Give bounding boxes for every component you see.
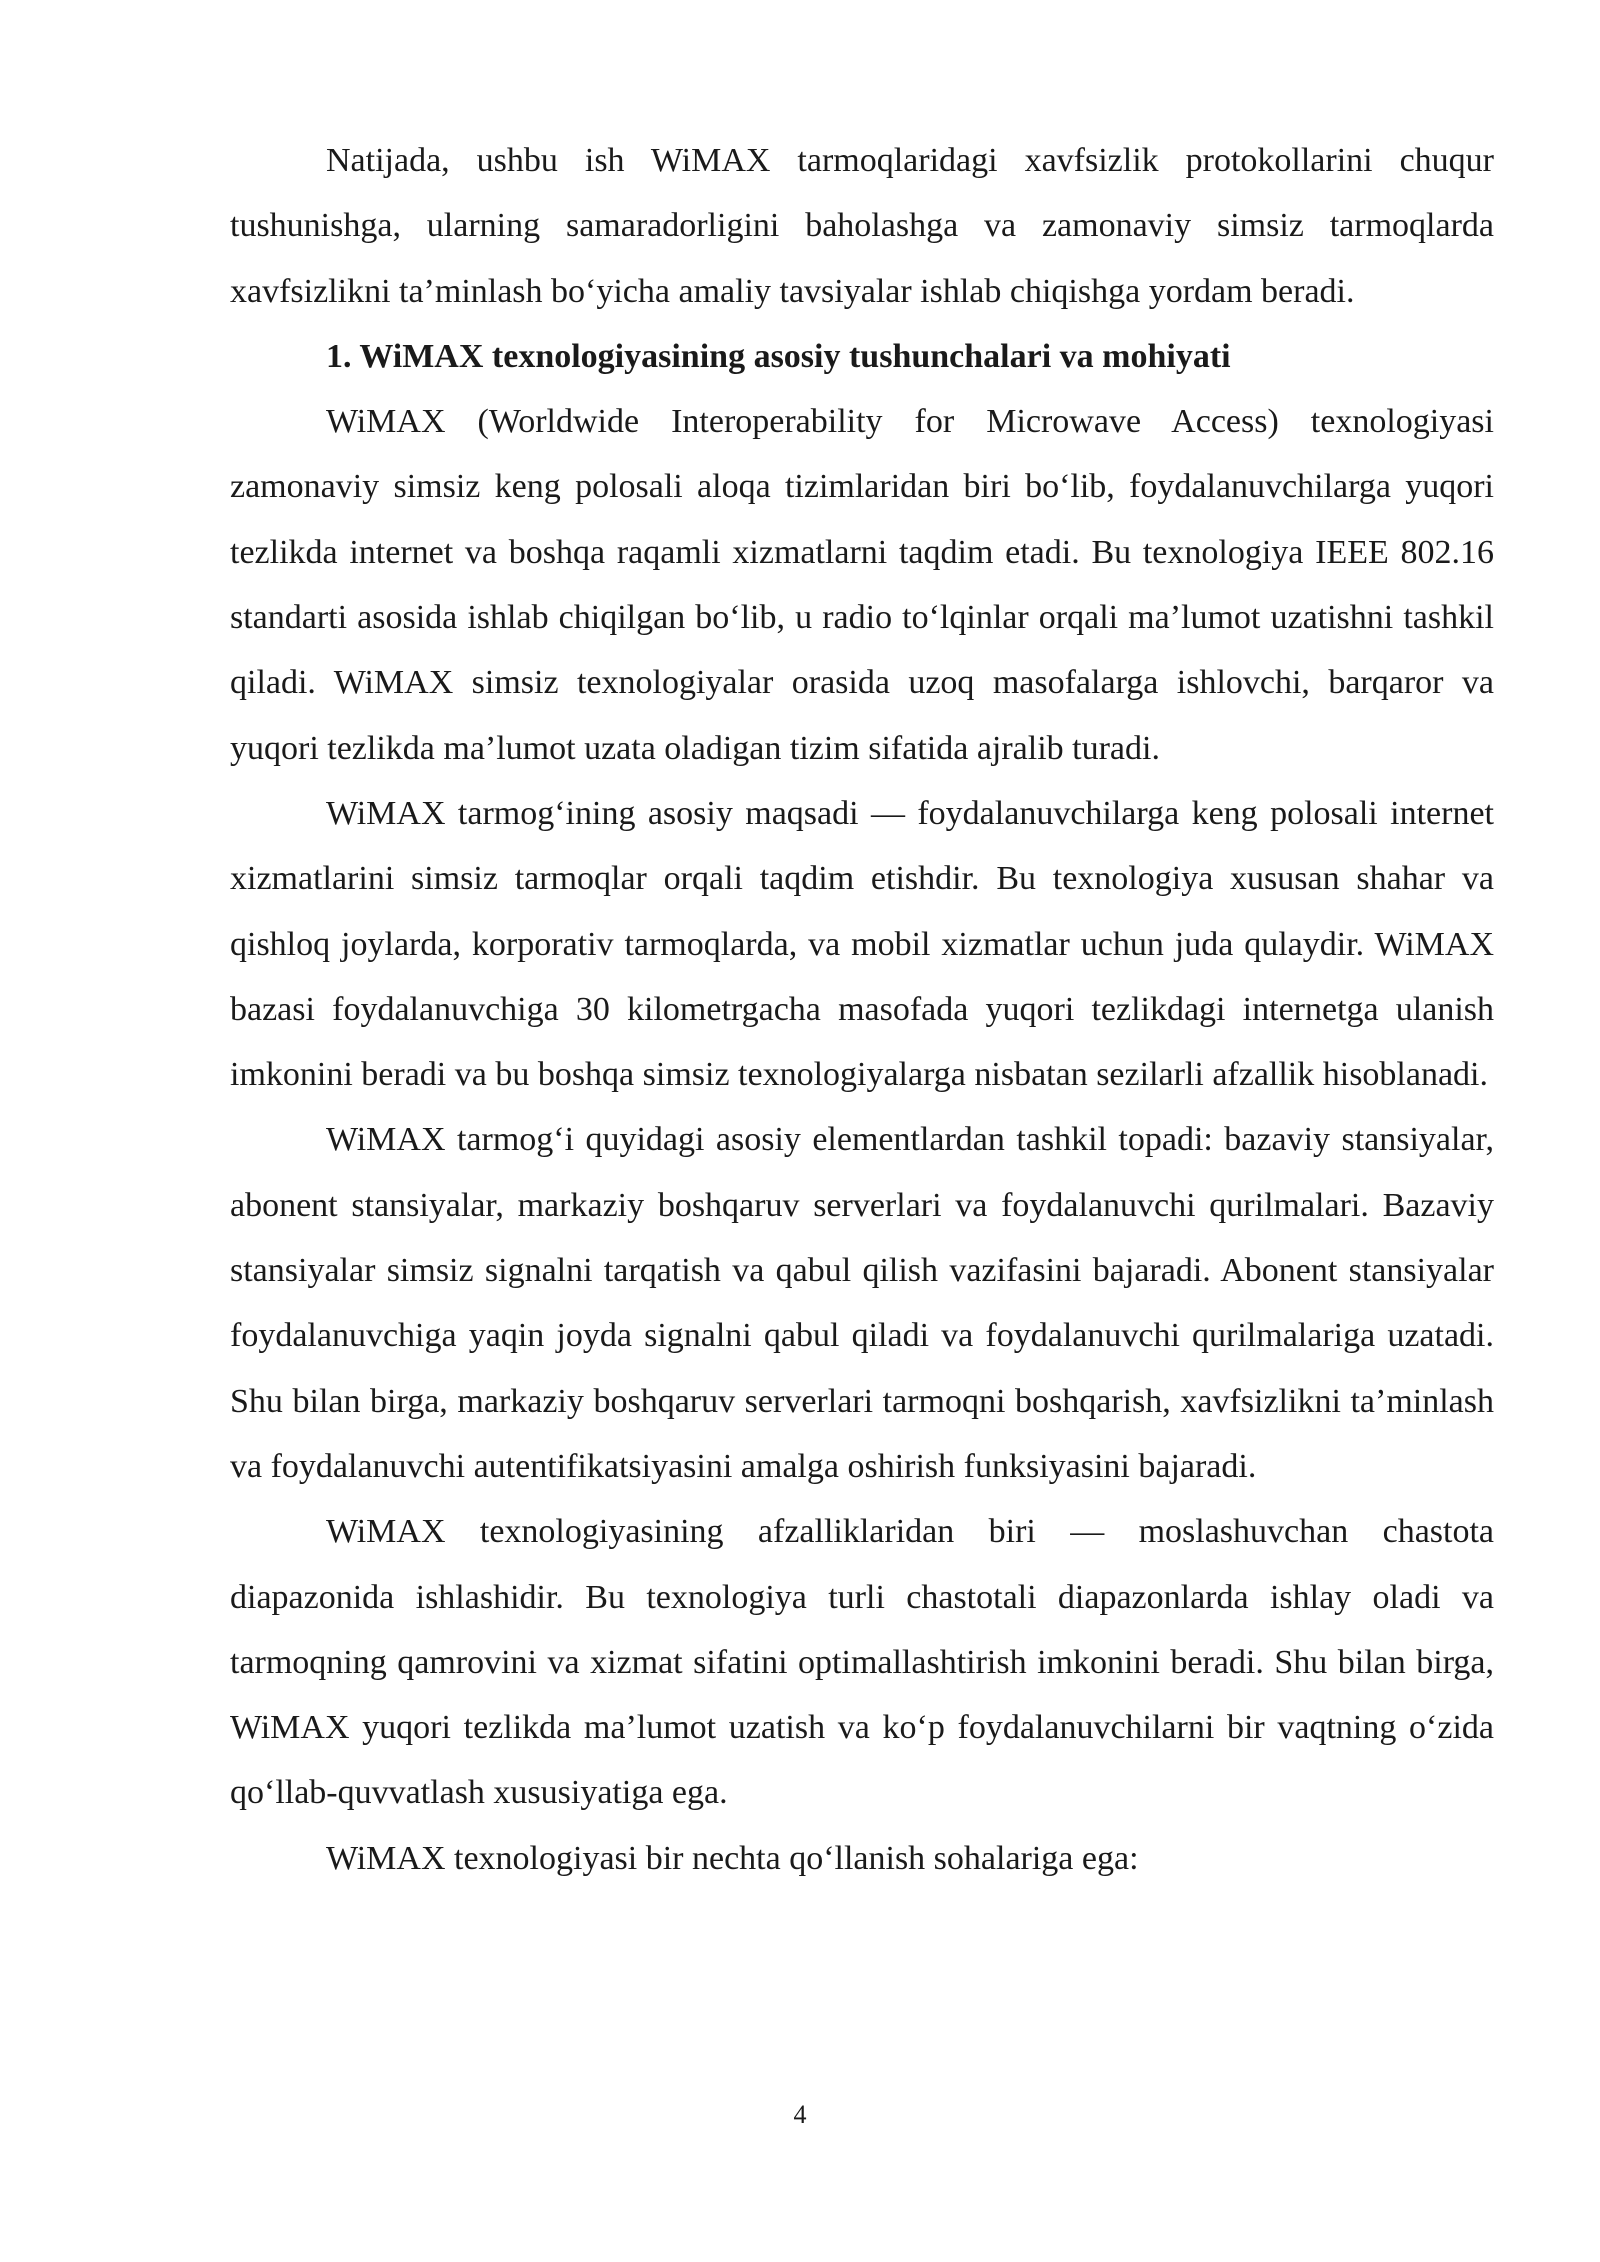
paragraph-wimax-purpose: WiMAX tarmog‘ining asosiy maqsadi — foydalanuvchilarga keng polosali internet xizmatlarini simsiz tarmoqlar orqali taqdim etishdir. Bu texnologiya xususan shahar va qishloq joylarda, korporativ tarmoqlarda, va mobil xizmatlar uchun juda qulaydir. WiMAX bazasi foydalanuvchiga 30 kilometrgacha masofada yuqori tezlikdagi internetga ulanish imkonini beradi va bu boshqa simsiz texnologiyalarga nisbatan sezilarli afzallik hisoblanadi. — [230, 794, 1494, 1094]
paragraph-wimax-definition: WiMAX (Worldwide Interoperability for Microwave Access) texnologiyasi zamonaviy simsiz keng polosali aloqa tizimlaridan biri bo‘lib, foydalanuvchilarga yuqori tezlikda internet va boshqa raqamli xizmatlarni taqdim etadi. Bu texnologiya IEEE 802.16 standarti asosida ishlab chiqilgan bo‘lib, u radio to‘lqinlar orqali ma’lumot uzatishni tashkil qiladi. WiMAX simsiz texnologiyalar orasida uzoq masofalarga ishlovchi, barqaror va yuqori tezlikda ma’lumot uzata oladigan tizim sifatida ajralib turadi. — [230, 403, 1494, 767]
paragraph-wimax-applications: WiMAX texnologiyasi bir nechta qo‘llanish sohalariga ega: — [326, 1839, 1139, 1877]
page-number: 4 — [793, 2100, 807, 2129]
paragraph-wimax-elements: WiMAX tarmog‘i quyidagi asosiy elementlardan tashkil topadi: bazaviy stansiyalar, abonent stansiyalar, markaziy boshqaruv serverlari va foydalanuvchi qurilmalari. Bazaviy stansiyalar simsiz signalni tarqatish va qabul qilish vazifasini bajaradi. Abonent stansiyalar foydalanuvchiga yaqin joyda signalni qabul qiladi va foydalanuvchi qurilmalariga uzatadi. Shu bilan birga, markaziy boshqaruv serverlari tarmoqni boshqarish, xavfsizlikni ta’minlash va foydalanuvchi autentifikatsiyasini amalga oshirish funksiyasini bajaradi. — [230, 1121, 1494, 1485]
document-body — [230, 128, 1494, 1891]
section-heading: 1. WiMAX texnologiyasining asosiy tushunchalari va mohiyati — [326, 337, 1231, 375]
paragraph-wimax-advantages: WiMAX texnologiyasining afzalliklaridan biri — moslashuvchan chastota diapazonida ishlashidir. Bu texnologiya turli chastotali diapazonlarda ishlay oladi va tarmoqning qamrovini va xizmat sifatini optimallashtirish imkonini beradi. Shu bilan birga, WiMAX yuqori tezlikda ma’lumot uzatish va ko‘p foydalanuvchilarni bir vaqtning o‘zida qo‘llab-quvvatlash xususiyatiga ega. — [230, 1513, 1494, 1812]
paragraph-conclusion: Natijada, ushbu ish WiMAX tarmoqlaridagi xavfsizlik protokollarini chuqur tushunishga, ularning samaradorligini baholashga va zamonaviy simsiz tarmoqlarda xavfsizlikni ta’minlash bo‘yicha amaliy tavsiyalar ishlab chiqishga yordam beradi. — [230, 142, 1494, 310]
